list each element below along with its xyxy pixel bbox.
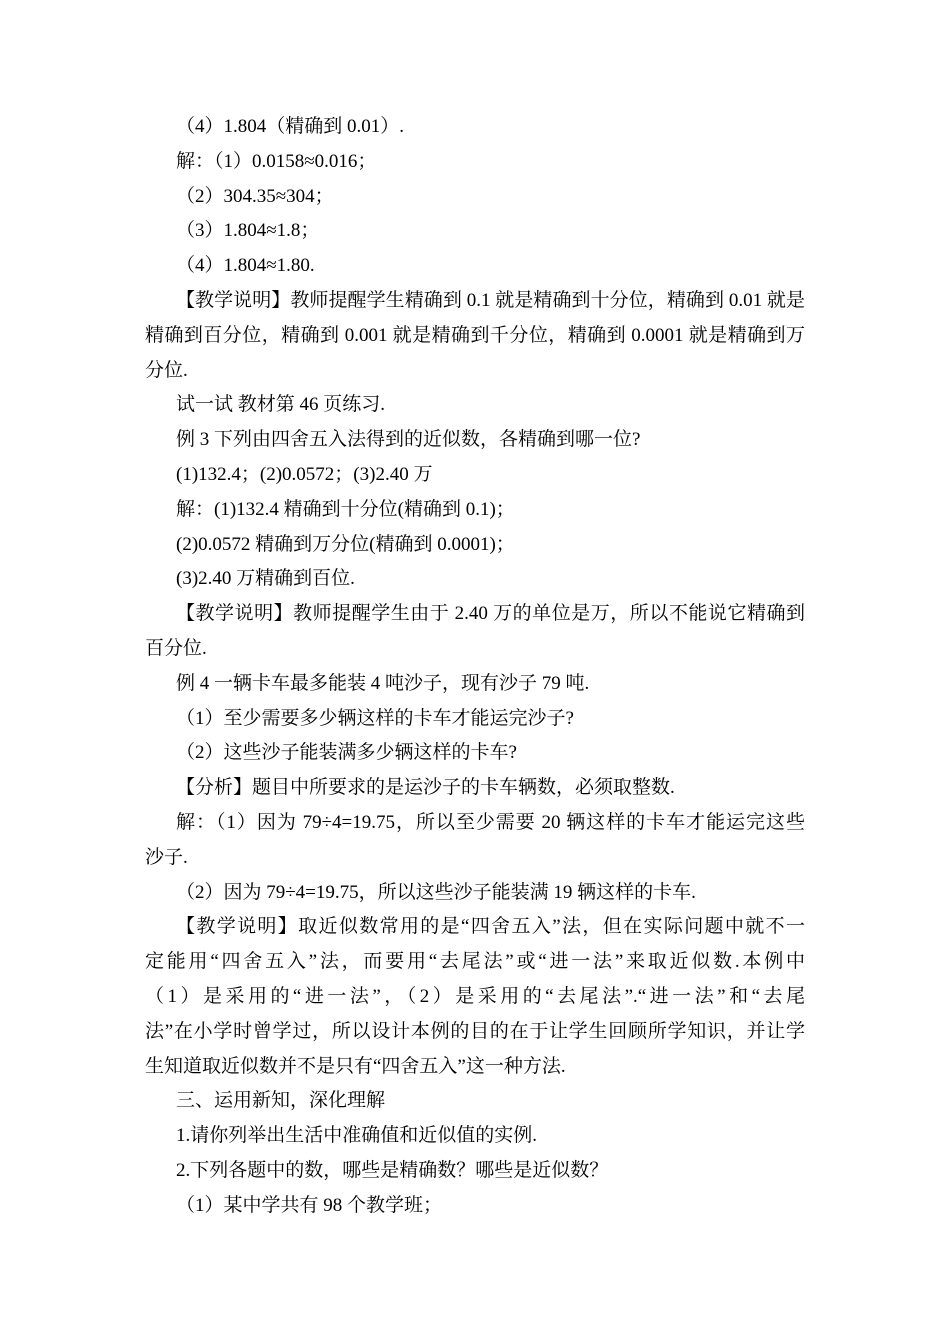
document-page bbox=[145, 110, 805, 1224]
text-line: （2）因为 79÷4=19.75，所以这些沙子能装满 19 辆这样的卡车. bbox=[176, 881, 696, 903]
text-line: 沙子. bbox=[145, 846, 188, 868]
text-line: （1）是采用的“进一法”，（2）是采用的“去尾法”.“进一法”和“去尾 bbox=[145, 985, 805, 1007]
text-line: （2）304.35≈304； bbox=[176, 185, 334, 207]
text-line: 【分析】题目中所要求的是运沙子的卡车辆数，必须取整数. bbox=[176, 777, 675, 799]
text-line: 分位. bbox=[145, 359, 188, 381]
text-line: 【教学说明】教师提醒学生精确到 0.1 就是精确到十分位，精确到 0.01 就是 bbox=[176, 289, 805, 311]
text-line: 例 3 下列由四舍五入法得到的近似数，各精确到哪一位? bbox=[176, 429, 641, 451]
text-line: 精确到百分位，精确到 0.001 就是精确到千分位，精确到 0.0001 就是精确到万 bbox=[145, 324, 805, 346]
text-line: 1.请你列举出生活中准确值和近似值的实例. bbox=[176, 1125, 538, 1147]
text-line: 例 4 一辆卡车最多能装 4 吨沙子，现有沙子 79 吨. bbox=[176, 672, 590, 694]
text-line: 定能用“四舍五入”法，而要用“去尾法”或“进一法”来取近似数.本例中 bbox=[145, 951, 805, 973]
text-line: 百分位. bbox=[145, 637, 207, 659]
text-line: 2.下列各题中的数，哪些是精确数？哪些是近似数？ bbox=[176, 1159, 609, 1181]
text-line: 试一试 教材第 46 页练习. bbox=[176, 394, 386, 416]
text-line: 【教学说明】教师提醒学生由于 2.40 万的单位是万，所以不能说它精确到 bbox=[176, 603, 805, 625]
text-line: （2）这些沙子能装满多少辆这样的卡车? bbox=[176, 742, 517, 764]
text-line: 解：（1）0.0158≈0.016； bbox=[176, 150, 377, 172]
text-line: (2)0.0572 精确到万分位(精确到 0.0001)； bbox=[176, 533, 515, 555]
text-line: 【教学说明】取近似数常用的是“四舍五入”法，但在实际问题中就不一 bbox=[176, 916, 805, 938]
text-line: (1)132.4；(2)0.0572；(3)2.40 万 bbox=[176, 463, 433, 485]
text-line: 法”在小学时曾学过，所以设计本例的目的在于让学生回顾所学知识，并让学 bbox=[145, 1020, 805, 1042]
text-line: （1）某中学共有 98 个教学班； bbox=[176, 1194, 443, 1216]
text-line: （1）至少需要多少辆这样的卡车才能运完沙子? bbox=[176, 707, 574, 729]
text-line: 解：(1)132.4 精确到十分位(精确到 0.1)； bbox=[176, 498, 515, 520]
text-line: （4）1.804（精确到 0.01）. bbox=[176, 116, 405, 137]
text-line: （4）1.804≈1.80. bbox=[176, 255, 315, 277]
text-line: 三、运用新知，深化理解 bbox=[176, 1090, 386, 1112]
text-line: （3）1.804≈1.8； bbox=[176, 220, 320, 242]
text-line: (3)2.40 万精确到百位. bbox=[176, 568, 355, 590]
text-line: 生知道取近似数并不是只有“四舍五入”这一种方法. bbox=[145, 1055, 566, 1077]
text-line: 解：（1）因为 79÷4=19.75，所以至少需要 20 辆这样的卡车才能运完这些 bbox=[176, 811, 805, 833]
